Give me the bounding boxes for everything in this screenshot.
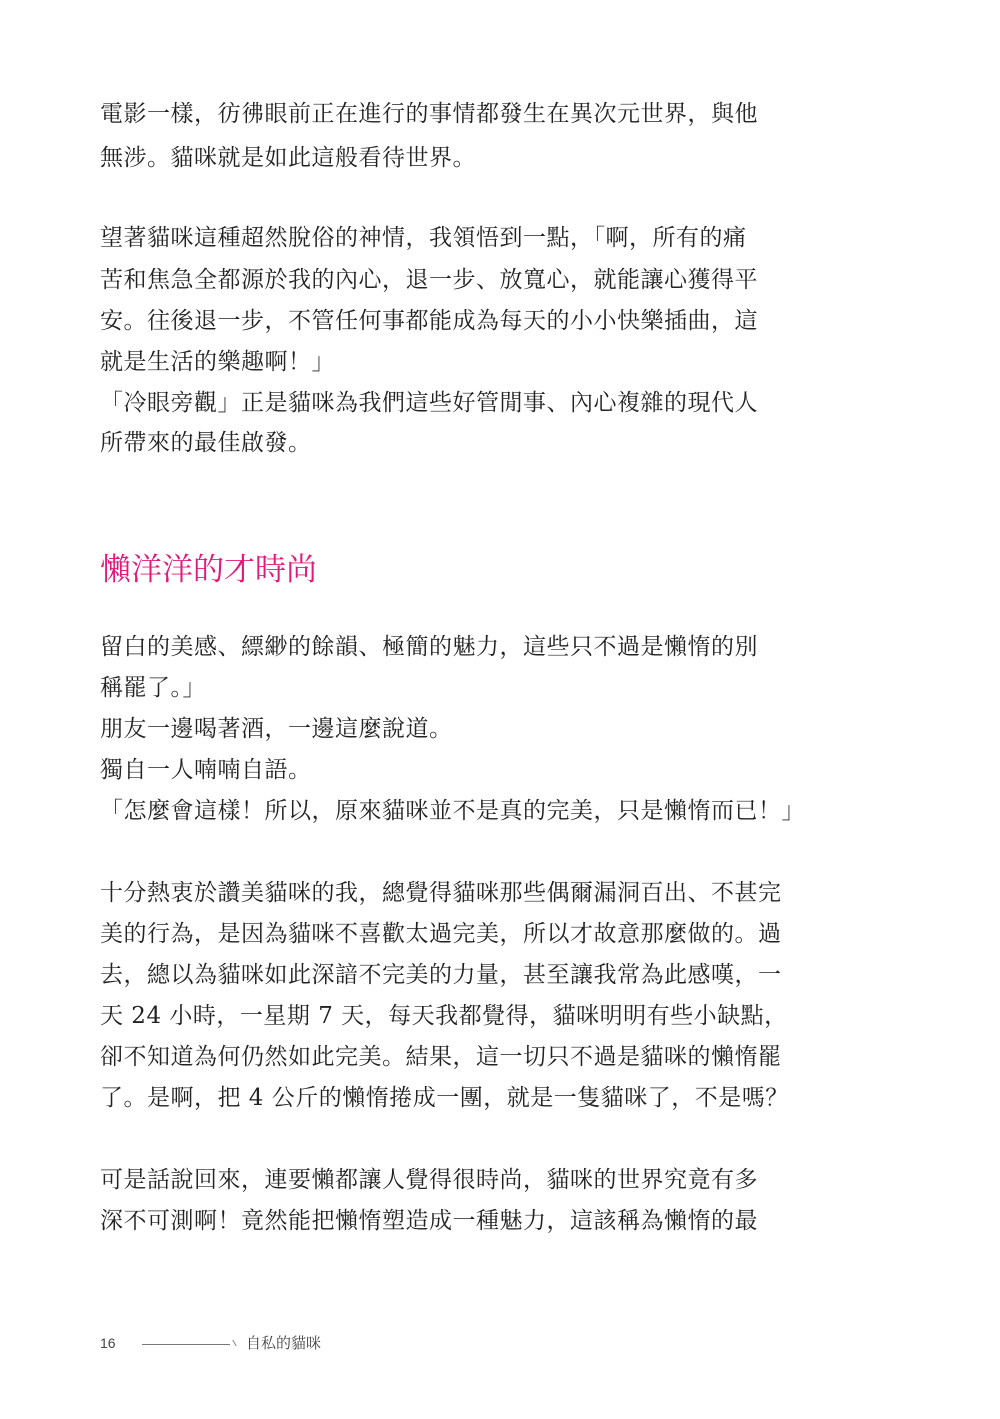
paragraph-line: 無涉。貓咪就是如此這般看待世界。 [100, 145, 476, 171]
paragraph-line: 稱罷了。」 [100, 675, 206, 701]
paragraph-line: 十分熱衷於讚美貓咪的我，總覺得貓咪那些偶爾漏洞百出、不甚完 [100, 880, 782, 906]
paragraph-line: 天 24 小時，一星期 7 天，每天我都覺得，貓咪明明有些小缺點， [100, 1003, 788, 1029]
paragraph-line: 了。是啊，把 4 公斤的懶惰捲成一團，就是一隻貓咪了，不是嗎？ [100, 1085, 789, 1111]
paragraph-line: 去，總以為貓咪如此深諳不完美的力量，甚至讓我常為此感嘆，一 [100, 962, 782, 988]
page-number: 16 [100, 1335, 116, 1351]
paragraph-line: 電影一樣，彷彿眼前正在進行的事情都發生在異次元世界，與他 [100, 101, 758, 127]
paragraph-line: 「怎麼會這樣！所以，原來貓咪並不是真的完美，只是懶惰而已！」 [100, 798, 805, 824]
paragraph-line: 安。往後退一步，不管任何事都能成為每天的小小快樂插曲，這 [100, 308, 758, 334]
paragraph-line: 苦和焦急全都源於我的內心，退一步、放寬心，就能讓心獲得平 [100, 267, 758, 293]
paragraph-line: 朋友一邊喝著酒，一邊這麼說道。 [100, 716, 453, 742]
paragraph-line: 獨自一人喃喃自語。 [100, 757, 312, 783]
paragraph-line: 卻不知道為何仍然如此完美。結果，這一切只不過是貓咪的懶惰罷 [100, 1044, 782, 1070]
footer-divider-line [142, 1344, 230, 1345]
paragraph-line: 就是生活的樂趣啊！」 [100, 349, 335, 375]
paragraph-line: 可是話說回來，連要懶都讓人覺得很時尚，貓咪的世界究竟有多 [100, 1167, 758, 1193]
paragraph-line: 「冷眼旁觀」正是貓咪為我們這些好管閒事、內心複雜的現代人 [100, 390, 758, 416]
page-footer [100, 1330, 500, 1360]
running-title: 自私的貓咪 [246, 1334, 322, 1352]
paragraph-line: 深不可測啊！竟然能把懶惰塑造成一種魅力，這該稱為懶惰的最 [100, 1208, 758, 1234]
paragraph-line: 美的行為，是因為貓咪不喜歡太過完美，所以才故意那麼做的。過 [100, 921, 782, 947]
paragraph-line: 望著貓咪這種超然脫俗的神情，我領悟到一點，「啊，所有的痛 [100, 225, 747, 251]
paragraph-line: 所帶來的最佳啟發。 [100, 430, 312, 456]
footer-divider-tick [226, 1340, 236, 1346]
paragraph-line: 留白的美感、縹緲的餘韻、極簡的魅力，這些只不過是懶惰的別 [100, 634, 758, 660]
section-heading: 懶洋洋的才時尚 [100, 552, 317, 588]
